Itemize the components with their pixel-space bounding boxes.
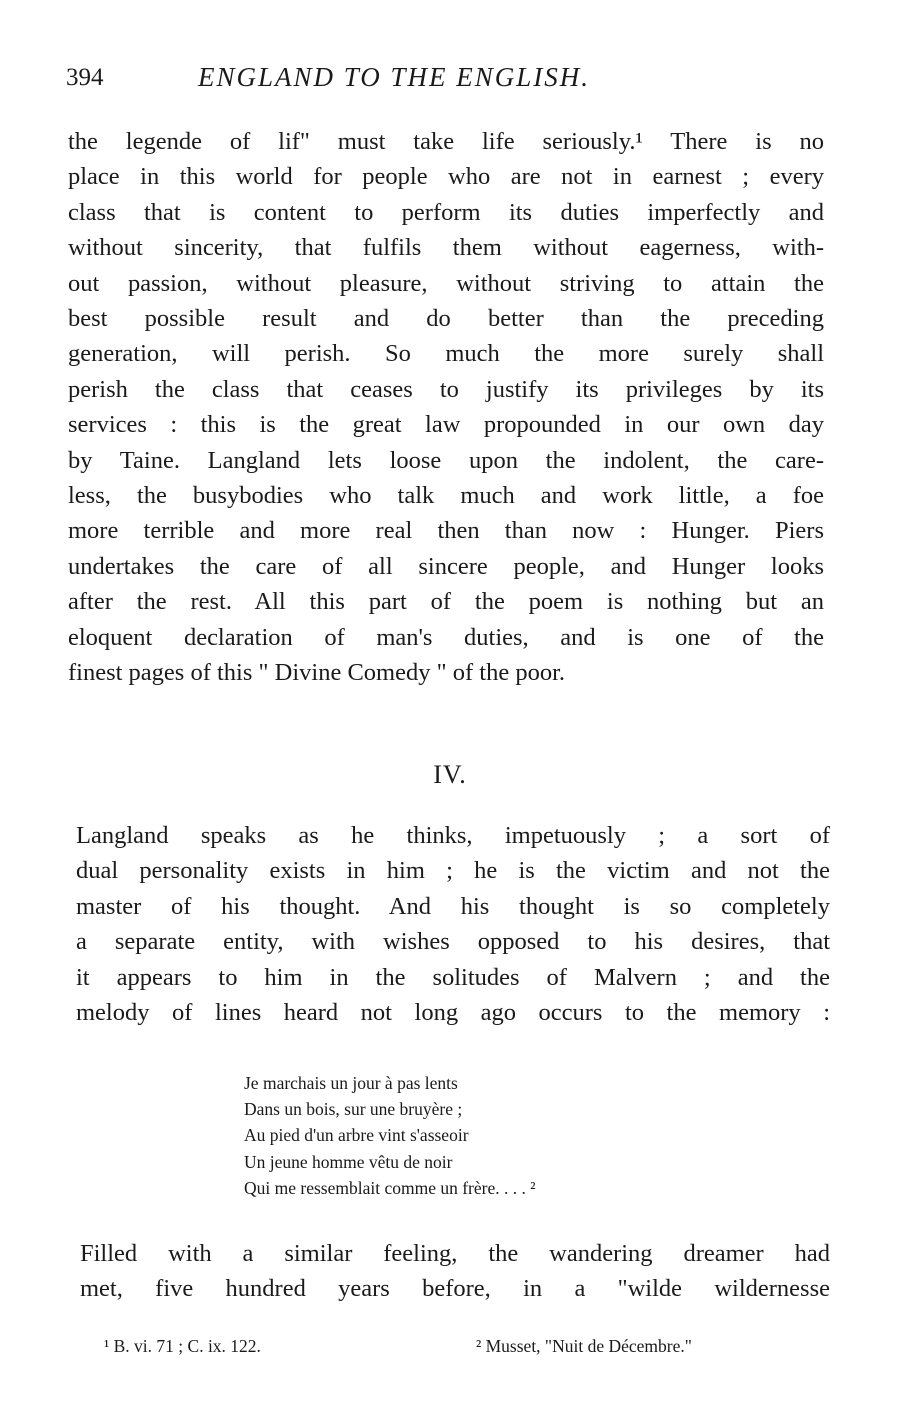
text-line: perish the class that ceases to justify its privileges by its [68, 375, 824, 403]
text-line: a separate entity, with wishes opposed to his desires, that [76, 928, 830, 956]
text-line: out passion, without pleasure, without striving to attain the [68, 269, 824, 297]
text-line: Langland speaks as he thinks, impetuously ; a sort of [76, 822, 830, 849]
text-line: the legende of lif" must take life seriously.¹ There is no [68, 128, 824, 155]
text-line: it appears to him in the solitudes of Malvern ; and the [76, 963, 830, 991]
paragraph-3 [80, 1236, 830, 1307]
text-line: class that is content to perform its duties imperfectly and [68, 198, 824, 226]
text-line: best possible result and do better than the preceding [68, 305, 824, 333]
text-line: by Taine. Langland lets loose upon the indolent, the care- [68, 446, 824, 474]
text-line: Filled with a similar feeling, the wandering dreamer had [80, 1240, 830, 1267]
paragraph-1 [68, 124, 824, 691]
verse-quotation [244, 1070, 535, 1201]
text-line: met, five hundred years before, in a "wilde wildernesse [80, 1275, 830, 1303]
verse-line: Un jeune homme vêtu de noir [244, 1151, 453, 1172]
text-line: services : this is the great law propounded in our own day [68, 411, 824, 439]
section-heading: IV. [433, 760, 467, 789]
text-line: master of his thought. And his thought is so completely [76, 892, 830, 920]
text-line: eloquent declaration of man's duties, and is one of the [68, 623, 824, 651]
verse-line: Je marchais un jour à pas lents [244, 1073, 458, 1093]
text-line: generation, will perish. So much the more surely shall [68, 340, 824, 368]
text-line: dual personality exists in him ; he is the victim and not the [76, 857, 830, 885]
text-line: after the rest. All this part of the poem is nothing but an [68, 588, 824, 616]
page-number: 394 [66, 64, 104, 91]
footnote-1: ¹ B. vi. 71 ; C. ix. 122. [104, 1336, 261, 1356]
text-line: place in this world for people who are not in earnest ; every [68, 163, 824, 191]
text-line: more terrible and more real then than now : Hunger. Piers [68, 517, 824, 545]
footnote-2: ² Musset, "Nuit de Décembre." [476, 1336, 692, 1356]
text-line: without sincerity, that fulfils them without eagerness, with- [68, 234, 824, 262]
text-line: undertakes the care of all sincere people, and Hunger looks [68, 552, 824, 580]
running-head: ENGLAND TO THE ENGLISH. [198, 62, 591, 92]
text-line: less, the busybodies who talk much and work little, a foe [68, 482, 824, 510]
text-line: finest pages of this " Divine Comedy " of the poor. [68, 659, 565, 687]
verse-line: Qui me ressemblait comme un frère. . . . ² [244, 1177, 536, 1198]
verse-line: Dans un bois, sur une bruyère ; [244, 1099, 463, 1120]
paragraph-2 [76, 818, 830, 1030]
verse-line: Au pied d'un arbre vint s'asseoir [244, 1125, 469, 1146]
footnotes [104, 1336, 844, 1366]
text-line: melody of lines heard not long ago occurs to the memory : [76, 999, 830, 1027]
page-header [66, 62, 846, 102]
